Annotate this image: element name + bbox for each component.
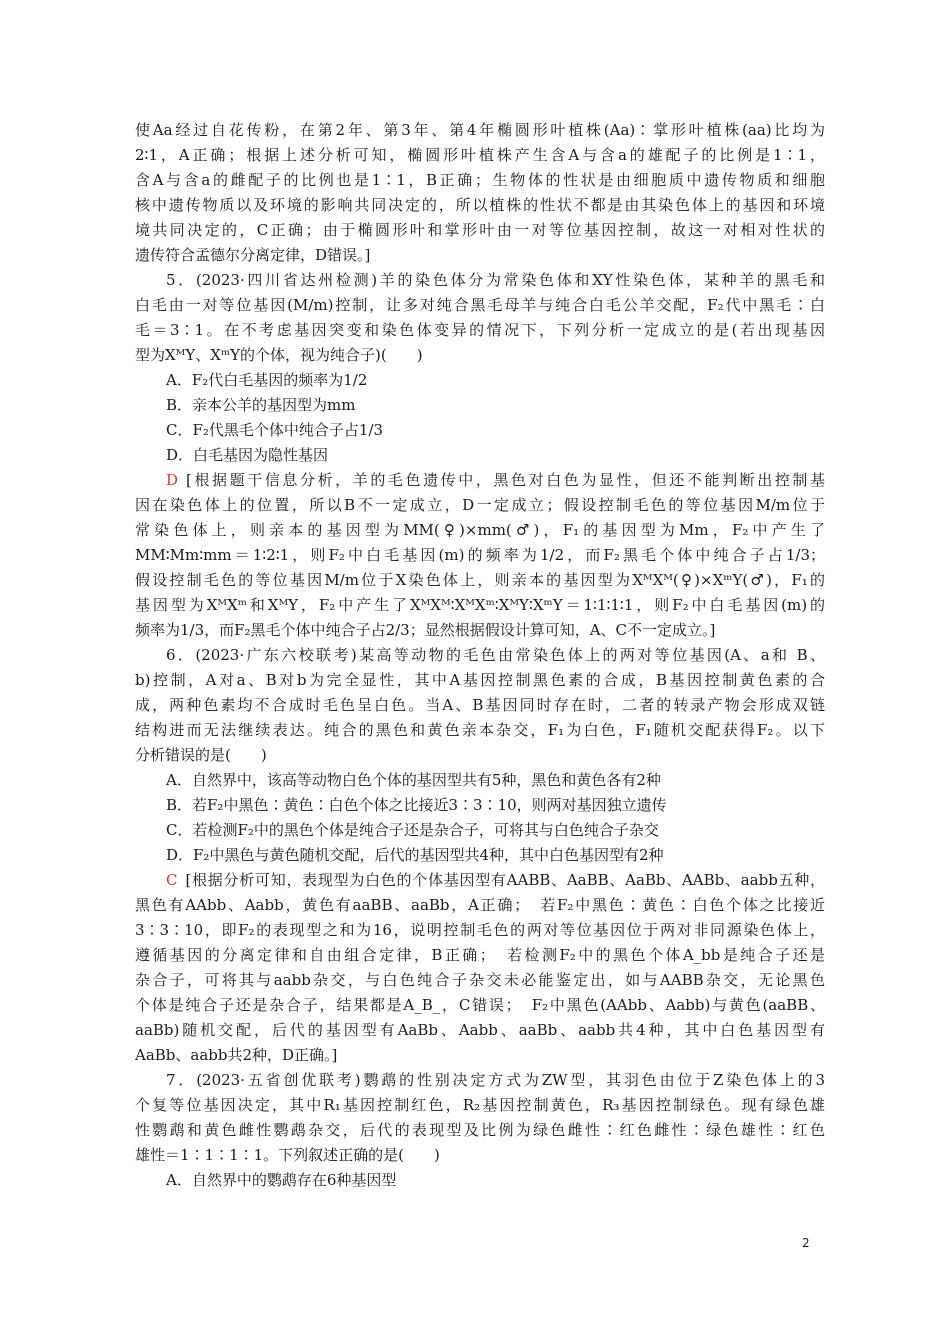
text-line: 常染色体上，则亲本的基因型为MM(♀)×mm(♂)，F₁的基因型为Mm，F₂中产生了 (135, 521, 825, 539)
explanation-text: [根据题干信息分析，羊的毛色遗传中，黑色对白色为显性，但还不能判断出控制基 (186, 471, 825, 489)
text-line: 个复等位基因决定，其中R₁基因控制红色，R₂基因控制黄色，R₃基因控制绿色。现有绿色雄 (135, 1096, 825, 1114)
text-line: 结构进而无法继续表达。纯合的黑色和黄色亲本杂交，F₁为白色，F₁随机交配获得F₂。以下 (135, 721, 825, 739)
text-line: 因在染色体上的位置，所以B不一定成立，D一定成立；假设控制毛色的等位基因M/m位于 (135, 496, 825, 514)
explanation-text: [根据分析可知，表现型为白色的个体基因型有AABB、AaBB、AaBb、AABb、aabb五种， (185, 871, 825, 889)
question-5-stem: 5．(2023·四川省达州检测)羊的染色体分为常染色体和XY性染色体，某种羊的黑毛和 (166, 271, 825, 289)
option-c: C．F₂代黑毛个体中纯合子占1/3 (166, 421, 384, 439)
question-7-stem: 7．(2023·五省创优联考)鹦鹉的性别决定方式为ZW型，其羽色由位于Z染色体上的3 (166, 1071, 825, 1089)
text-line: 核中遗传物质以及环境的影响共同决定的，所以植株的性状不都是由其染色体上的基因和环境 (135, 196, 825, 214)
text-line: 使Aa经过自花传粉，在第2年、第3年、第4年椭圆形叶植株(Aa)∶掌形叶植株(aa)比均为 (135, 121, 825, 139)
text-line: 毛＝3∶1。在不考虑基因突变和染色体变异的情况下，下列分析一定成立的是(若出现基因 (135, 321, 825, 339)
text-line: 遵循基因的分离定律和自由组合定律，B正确； 若检测F₂中的黑色个体A_bb是纯合子还是 (135, 946, 825, 964)
text-line: AaBb、aabb共2种，D正确。] (135, 1046, 338, 1064)
text-line: 性鹦鹉和黄色雌性鹦鹉杂交，后代的表现型及比例为绿色雌性∶红色雌性∶绿色雄性∶红色 (135, 1121, 825, 1139)
text-line: 基因型为XᴹXᵐ和XᴹY，F₂中产生了XᴹXᴹ∶XᴹXᵐ∶XᴹY∶XᵐY＝1∶1∶1∶1，则F₂中白毛基因(m)的 (135, 596, 825, 614)
answer-6-explanation (166, 868, 825, 892)
text-line: 杂合子，可将其与aabb杂交，与白色纯合子杂交未必能鉴定出，如与AABB杂交，无论黑色 (135, 971, 825, 989)
text-line: 频率为1/3，而F₂黑毛个体中纯合子占2/3；显然根据假设计算可知，A、C不一定成立。] (135, 621, 716, 639)
text-line: 含A与含a的雌配子的比例也是1∶1，B正确；生物体的性状是由细胞质中遗传物质和细胞 (135, 171, 825, 189)
option-c: C．若检测F₂中的黑色个体是纯合子还是杂合子，可将其与白色纯合子杂交 (166, 821, 659, 839)
text-line: 2∶1，A正确；根据上述分析可知，椭圆形叶植株产生含A与含a的雄配子的比例是1∶1， (135, 146, 825, 164)
option-b: B．若F₂中黑色∶黄色∶白色个体之比接近3∶3∶10，则两对基因独立遗传 (166, 796, 667, 814)
text-line: 遗传符合孟德尔分离定律，D错误。] (135, 246, 371, 264)
page-number: 2 (802, 1236, 810, 1250)
text-line: 成，两种色素均不合成时毛色呈白色。当A、B基因同时存在时，二者的转录产物会形成双链 (135, 696, 825, 714)
text-line: 个体是纯合子还是杂合子，结果都是A_B_，C错误； F₂中黑色(AAbb、Aabb)与黄色(aaBB、 (135, 996, 825, 1014)
text-line: 境共同决定的，C正确；由于椭圆形叶和掌形叶由一对等位基因控制，故这一对相对性状的 (135, 221, 825, 239)
text-line: 黑色有AAbb、Aabb，黄色有aaBB、aaBb，A正确； 若F₂中黑色∶黄色∶白色个体之比接近 (135, 896, 825, 914)
option-d: D．白毛基因为隐性基因 (166, 446, 329, 464)
option-a: A．自然界中，该高等动物白色个体的基因型共有5种，黑色和黄色各有2种 (166, 771, 661, 789)
text-line: b)控制，A对a、B对b为完全显性，其中A基因控制黑色素的合成，B基因控制黄色素的合 (135, 671, 825, 689)
text-line: 假设控制毛色的等位基因M/m位于X染色体上，则亲本的基因型为XᴹXᴹ(♀)×XᵐY(♂)，F₁的 (135, 571, 825, 589)
option-d: D．F₂中黑色与黄色随机交配，后代的基因型共4种，其中白色基因型有2种 (166, 846, 664, 864)
option-b: B．亲本公羊的基因型为mm (166, 396, 356, 414)
answer-5-explanation (166, 468, 825, 492)
answer-letter: C (166, 871, 178, 889)
text-line: MM∶Mm∶mm＝1∶2∶1，则F₂中白毛基因(m)的频率为1/2，而F₂黑毛个体中纯合子占1/3； (135, 546, 825, 564)
text-line: 白毛由一对等位基因(M/m)控制，让多对纯合黑毛母羊与纯合白毛公羊交配，F₂代中黑毛∶白 (135, 296, 825, 314)
question-6-stem: 6．(2023·广东六校联考)某高等动物的毛色由常染色体上的两对等位基因(A、a和 B、 (166, 646, 825, 664)
text-line: 雄性＝1∶1∶1∶1。下列叙述正确的是( ) (135, 1146, 440, 1164)
answer-letter: D (166, 471, 179, 489)
text-line: 分析错误的是( ) (135, 746, 267, 764)
option-a: A．自然界中的鹦鹉存在6种基因型 (166, 1171, 397, 1189)
text-line: 型为XᴹY、XᵐY的个体，视为纯合子)( ) (135, 346, 423, 364)
option-a: A．F₂代白毛基因的频率为1/2 (166, 371, 368, 389)
text-line: aaBb)随机交配，后代的基因型有AaBb、Aabb、aaBb、aabb共4种，其中白色基因型有 (135, 1021, 825, 1039)
text-line: 3∶3∶10，即F₂的表现型之和为16，说明控制毛色的两对等位基因位于两对非同源染色体上， (135, 921, 825, 939)
